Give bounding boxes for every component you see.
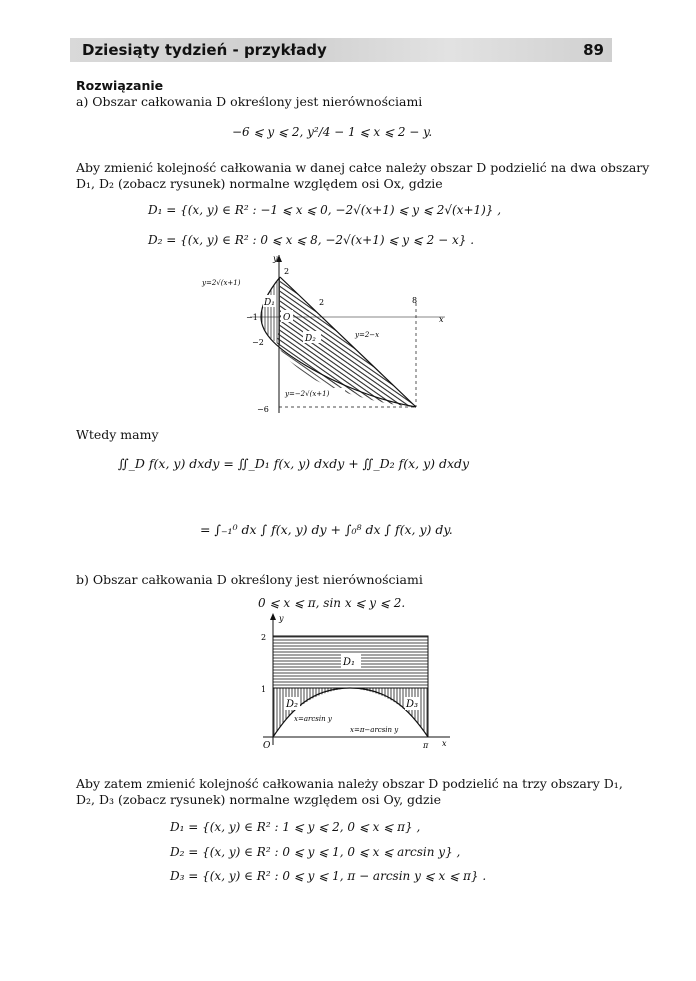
figure1-tick-x-2: 2 (319, 298, 325, 307)
figure-region-a (195, 255, 465, 424)
d2-definition-a: D₂ = {(x, y) ∈ R² : 0 ⩽ x ⩽ 8, −2√(x+1) ⩽ y ⩽ 2 − x} . (148, 233, 475, 247)
figure1-origin: O (283, 313, 291, 323)
figure2-region-d2: D₂ (286, 699, 299, 710)
d3-definition-b: D₃ = {(x, y) ∈ R² : 0 ⩽ y ⩽ 1, π − arcsin y ⩽ x ⩽ π} . (170, 869, 487, 883)
double-integral-equation: ∬_D f(x, y) dxdy = ∬_D₁ f(x, y) dxdy + ∬_D₂ f(x, y) dxdy (118, 456, 470, 471)
part-a-intro: a) Obszar całkowania D określony jest nierównościami (76, 94, 423, 109)
d1-definition-a: D₁ = {(x, y) ∈ R² : −1 ⩽ x ⩽ 0, −2√(x+1) ⩽ y ⩽ 2√(x+1)} , (148, 203, 502, 217)
figure2-tick-y-2: 2 (261, 633, 267, 642)
part-b-intro: b) Obszar całkowania D określony jest nierównościami (76, 572, 423, 587)
figure1-line-label: y=2−x (355, 331, 380, 339)
part-a-inequalities: −6 ⩽ y ⩽ 2, y²/4 − 1 ⩽ x ⩽ 2 − y. (232, 125, 433, 139)
chapter-title: Dziesiąty tydzień - przykłady (82, 41, 327, 59)
page-number: 89 (583, 41, 604, 59)
figure1-region-d2: D₂ (305, 334, 316, 344)
figure1-x-axis-label: x (439, 315, 444, 324)
figure1-tick-y-2: 2 (284, 267, 290, 276)
figure2-curve-left-label: x=arcsin y (294, 715, 332, 723)
figure2-y-axis-label: y (279, 614, 284, 623)
figure2-origin: O (263, 741, 271, 751)
part-b-paragraph-line2: D₂, D₃ (zobacz rysunek) normalne względem osi Oy, gdzie (76, 792, 442, 807)
figure-region-b (255, 612, 455, 761)
then-text: Wtedy mamy (76, 427, 159, 442)
figure1-tick-y-neg2: −2 (252, 338, 264, 347)
page-header (70, 38, 612, 62)
part-a-paragraph-line1: Aby zmienić kolejność całkowania w danej całce należy obszar D podzielić na dwa obszary (76, 160, 650, 175)
figure1-region-d1: D₁ (264, 298, 275, 308)
figure2-x-axis-label: x (442, 739, 447, 748)
figure2-curve-right-label: x=π−arcsin y (350, 726, 399, 734)
figure1-curve-upper-label: y=2√(x+1) (202, 279, 241, 287)
figure2-tick-y-1: 1 (261, 685, 267, 694)
figure2-tick-x-pi: π (423, 741, 429, 750)
part-b-inequalities: 0 ⩽ x ⩽ π, sin x ⩽ y ⩽ 2. (258, 596, 406, 610)
solution-heading: Rozwiązanie (76, 78, 164, 93)
figure2-region-d3: D₃ (406, 699, 419, 710)
part-a-paragraph-line2: D₁, D₂ (zobacz rysunek) normalne względem osi Ox, gdzie (76, 176, 443, 191)
iterated-integral-equation: = ∫₋₁⁰ dx ∫ f(x, y) dy + ∫₀⁸ dx ∫ f(x, y) dy. (200, 522, 453, 537)
d1-definition-b: D₁ = {(x, y) ∈ R² : 1 ⩽ y ⩽ 2, 0 ⩽ x ⩽ π} , (170, 820, 421, 834)
figure1-tick-y-neg6: −6 (257, 405, 269, 414)
figure1-tick-x-neg1: −1 (246, 313, 258, 322)
part-b-paragraph-line1: Aby zatem zmienić kolejność całkowania należy obszar D podzielić na trzy obszary D₁, (76, 776, 623, 791)
figure1-y-axis-label: y (273, 255, 278, 263)
figure2-region-d1: D₁ (343, 657, 356, 668)
figure1-tick-x-8: 8 (412, 296, 418, 305)
d2-definition-b: D₂ = {(x, y) ∈ R² : 0 ⩽ y ⩽ 1, 0 ⩽ x ⩽ arcsin y} , (170, 845, 461, 859)
figure1-curve-lower-label: y=−2√(x+1) (285, 390, 330, 398)
